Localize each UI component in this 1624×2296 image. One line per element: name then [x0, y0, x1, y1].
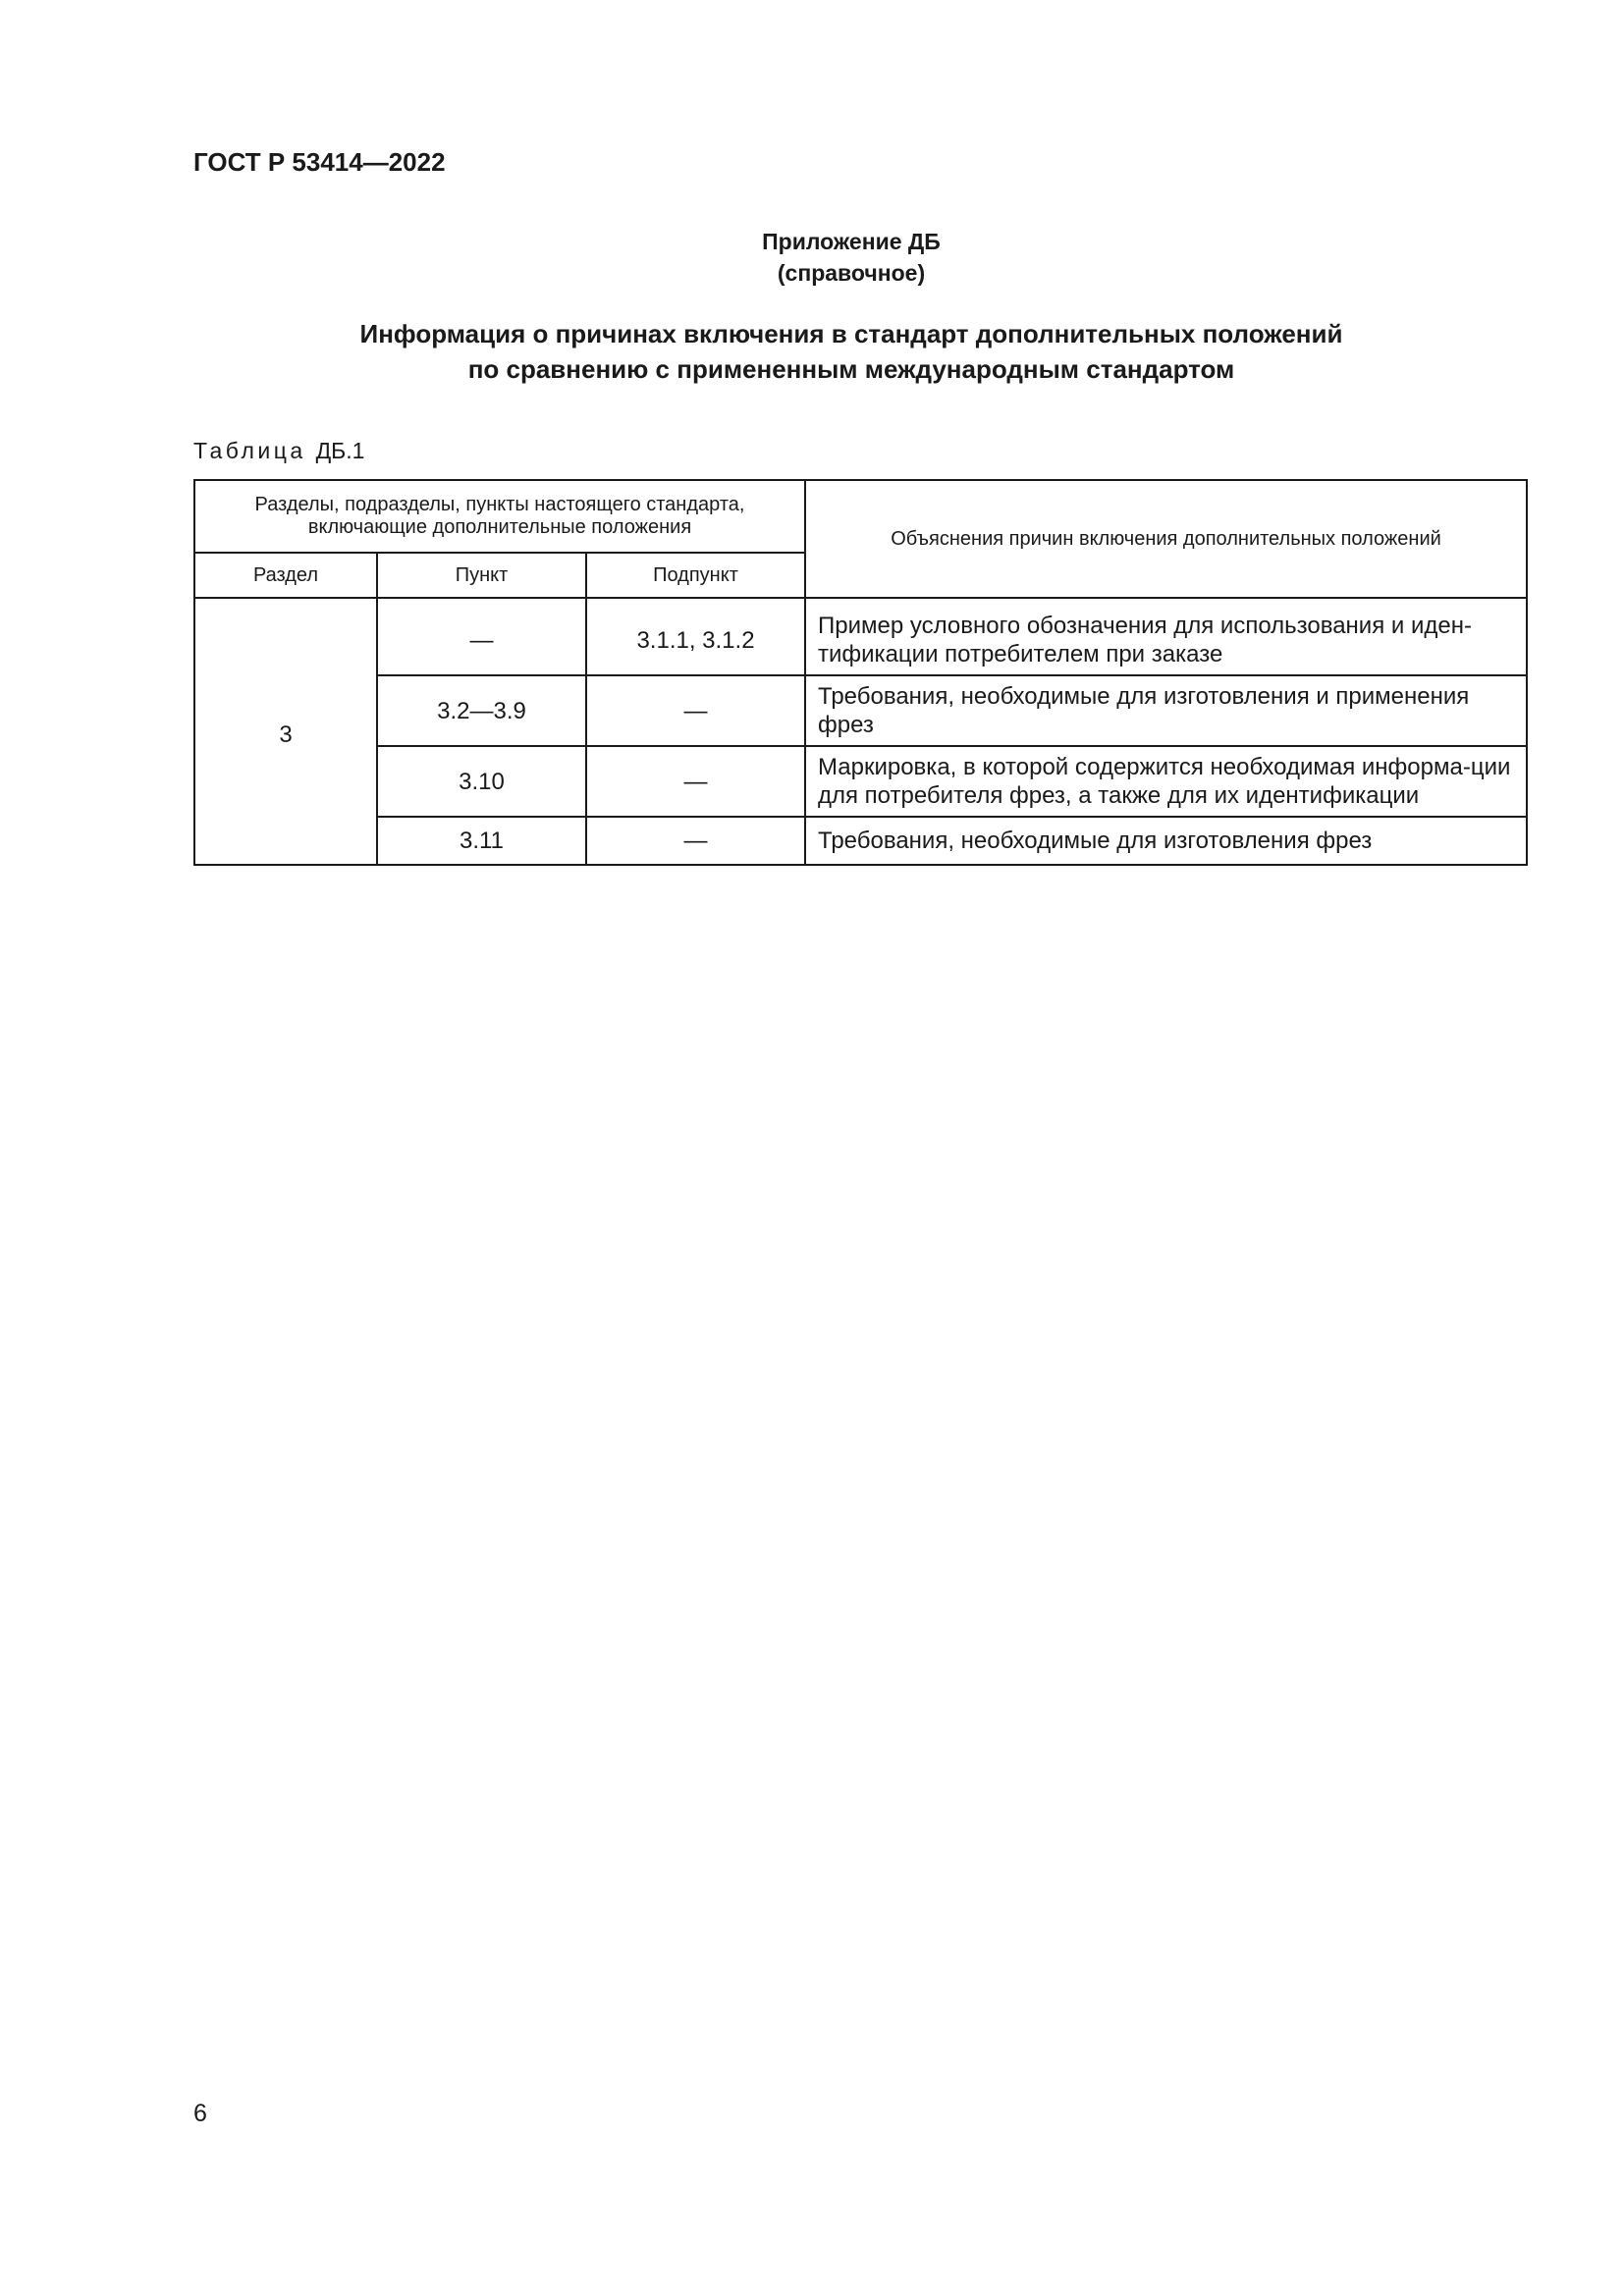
document-title-line-2: по сравнению с примененным международным стандартом — [467, 354, 1235, 384]
explanation-cell: Пример условного обозначения для использования и иден-тификации потребителем при заказе — [805, 606, 1527, 675]
header-subclause-cell: Подпункт — [586, 553, 805, 598]
subclause-cell: — — [586, 817, 805, 865]
table-caption-number: ДБ.1 — [315, 438, 365, 463]
explanation-cell: Требования, необходимые для изготовления и применения фрез — [805, 675, 1527, 746]
section-cell: 3 — [194, 606, 377, 865]
clause-cell: — — [377, 606, 586, 675]
header-section-cell: Раздел — [194, 553, 377, 598]
clause-cell: 3.11 — [377, 817, 586, 865]
header-explanation-cell: Объяснения причин включения дополнительных положений — [805, 480, 1527, 598]
header-group-cell: Разделы, подразделы, пункты настоящего стандарта, включающие дополнительные положения — [194, 480, 805, 553]
clause-cell: 3.2—3.9 — [377, 675, 586, 746]
page-number: 6 — [193, 2100, 207, 2127]
explanation-cell: Маркировка, в которой содержится необходимая информа-ции для потребителя фрез, а также для их идентификации — [805, 746, 1527, 817]
document-code: ГОСТ Р 53414—2022 — [193, 147, 446, 177]
appendix-kind: (справочное) — [777, 260, 926, 286]
table-row — [194, 817, 1527, 865]
document-title — [0, 316, 1624, 387]
clause-cell: 3.10 — [377, 746, 586, 817]
table-row — [194, 675, 1527, 746]
table-row — [194, 606, 1527, 675]
appendix-heading — [0, 226, 1624, 289]
appendix-title: Приложение ДБ — [762, 229, 941, 254]
table-caption — [193, 438, 364, 464]
header-clause-cell: Пункт — [377, 553, 586, 598]
subclause-cell: 3.1.1, 3.1.2 — [586, 606, 805, 675]
subclause-cell: — — [586, 746, 805, 817]
explanation-cell: Требования, необходимые для изготовления фрез — [805, 817, 1527, 865]
table-caption-label: Таблица — [193, 438, 306, 463]
document-title-line-1: Информация о причинах включения в стандарт дополнительных положений — [359, 319, 1343, 348]
header-separator — [194, 598, 1527, 606]
table-row — [194, 746, 1527, 817]
subclause-cell: — — [586, 675, 805, 746]
additions-table — [193, 479, 1528, 866]
